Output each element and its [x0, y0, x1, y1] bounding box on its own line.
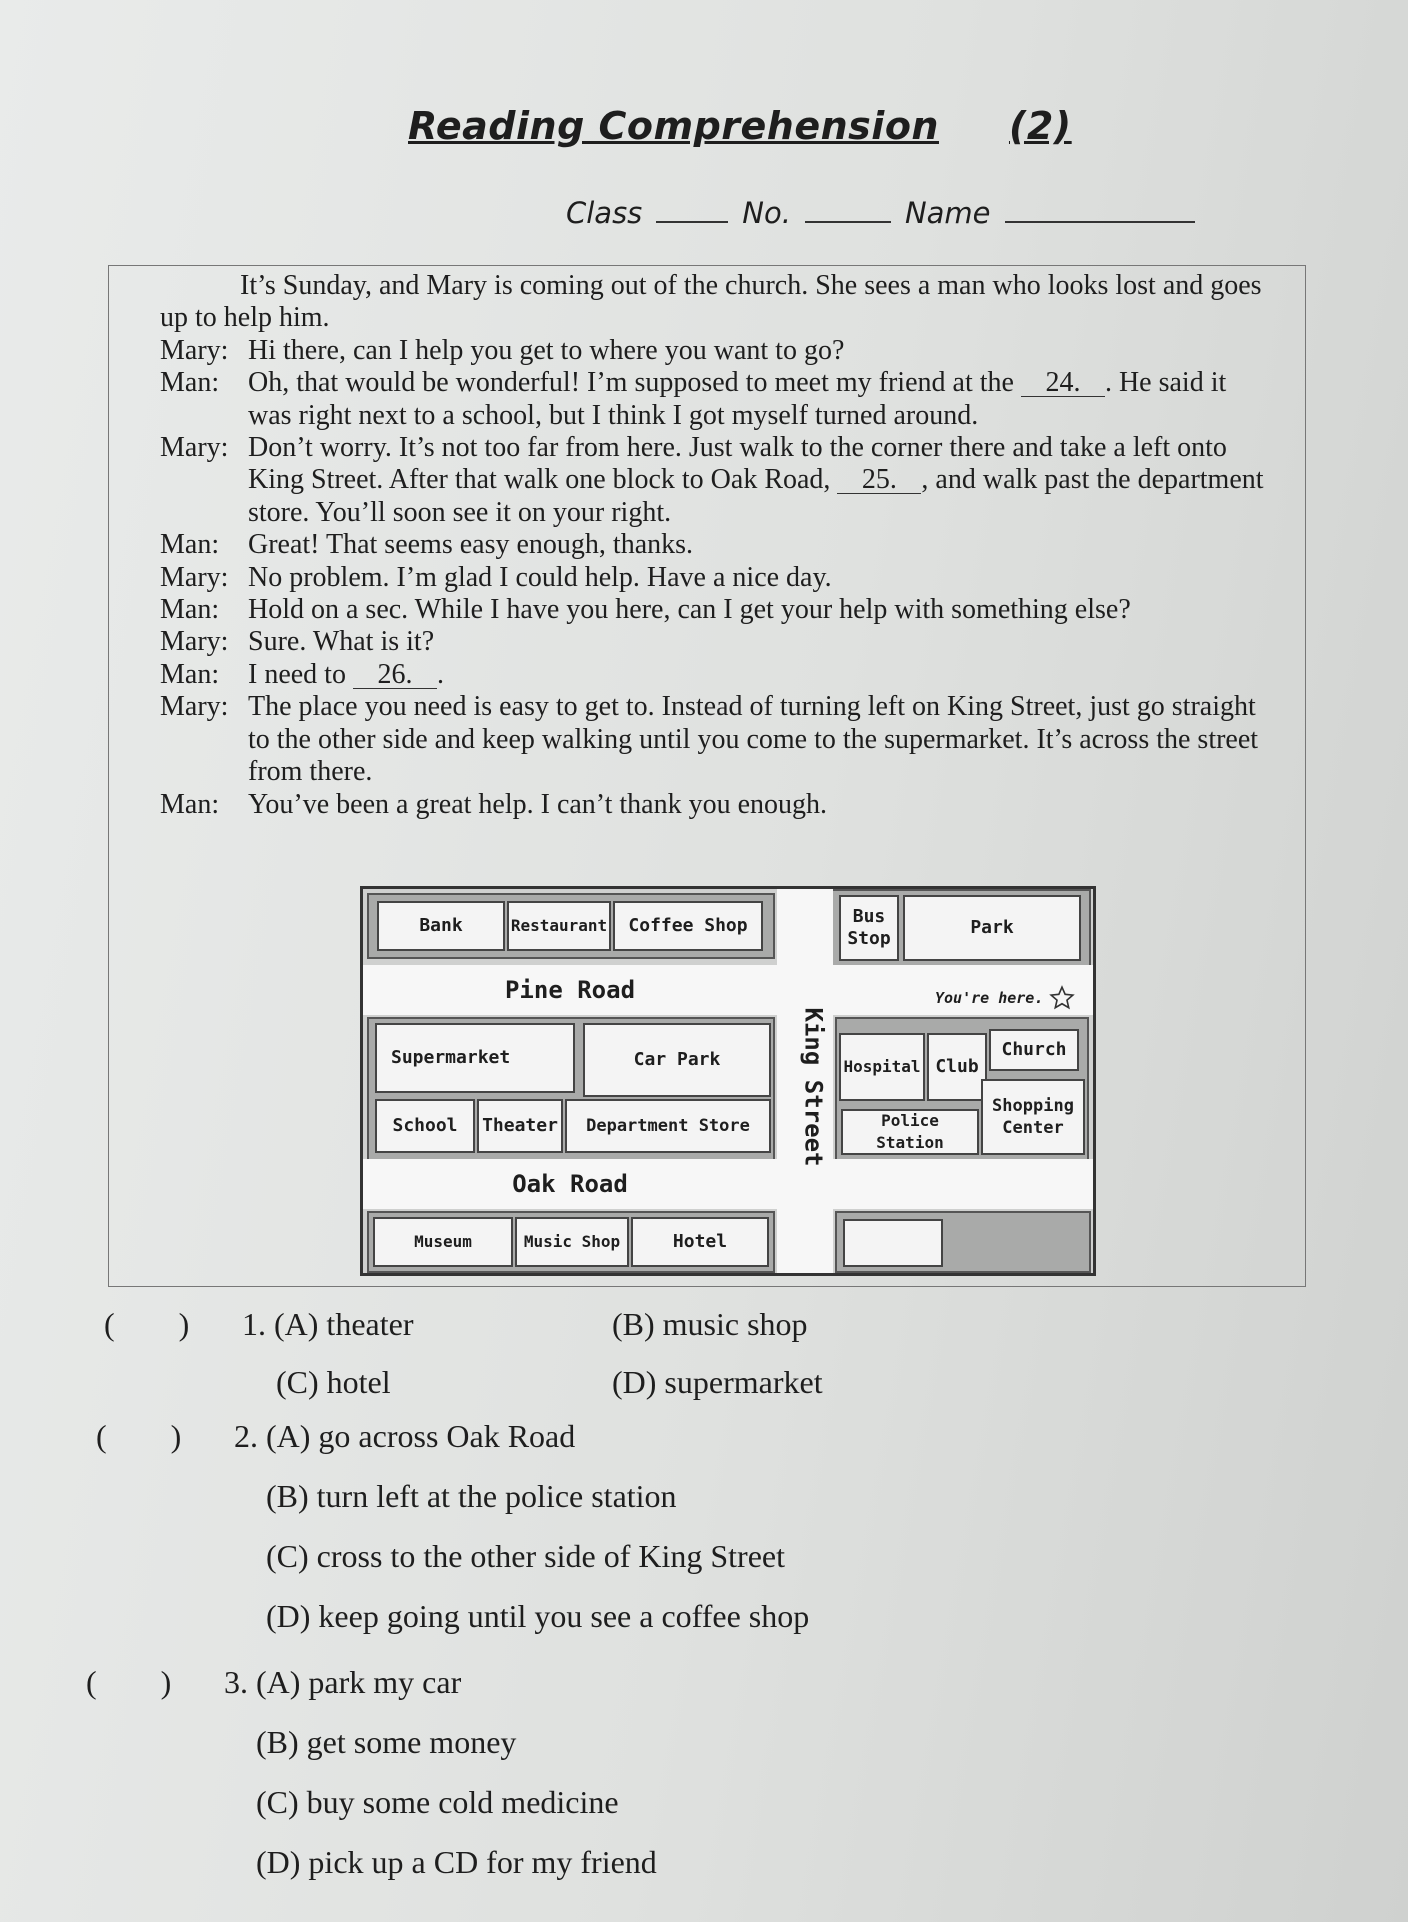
map-pine-road: Pine Road: [363, 965, 777, 1015]
question-option: (C) cross to the other side of King Street: [266, 1538, 785, 1574]
dialogue-line: [160, 691, 1270, 788]
question-option: (B) get some money: [256, 1724, 517, 1760]
answer-blank[interactable]: 26.: [353, 662, 437, 689]
line-text-before: Hold on a sec. While I have you here, can I get your help with something else?: [248, 594, 1131, 626]
answer-blank[interactable]: 24.: [1021, 370, 1105, 397]
dialogue: [160, 335, 1270, 821]
line-text: [248, 562, 1270, 594]
question-option: (B) turn left at the police station: [266, 1478, 677, 1514]
dialogue-line: [160, 562, 1270, 594]
dialogue-line: [160, 335, 1270, 367]
class-blank[interactable]: [656, 217, 728, 223]
map-police-station: Police Station: [841, 1109, 979, 1155]
speaker-label: Mary:: [160, 626, 229, 658]
line-text: [248, 335, 1270, 367]
map-church: Church: [989, 1029, 1079, 1071]
line-text-before: Oh, that would be wonderful! I’m supposed to meet my friend at the: [248, 367, 1014, 399]
question-option: (D) pick up a CD for my friend: [256, 1844, 657, 1880]
question-option: (D) keep going until you see a coffee shop: [266, 1598, 810, 1634]
map-car-park: Car Park: [583, 1023, 771, 1097]
star-icon: [1049, 985, 1075, 1011]
map-hotel: Hotel: [631, 1217, 769, 1267]
map-unlabeled-building: [843, 1219, 943, 1267]
bus-stop-line1: Bus: [852, 906, 886, 927]
map-bus-stop: [839, 895, 899, 961]
oak-road-right-segment: [833, 1159, 1093, 1209]
question-option: (D) supermarket: [612, 1364, 823, 1400]
line-text-after: . He said it was right next to a school, but I think I got myself turned around.: [248, 367, 1227, 431]
student-info: [566, 196, 1195, 230]
line-text: [248, 626, 1270, 658]
line-text-before: Hi there, can I help you get to where you want to go?: [248, 334, 845, 366]
speaker-label: Mary:: [160, 691, 229, 723]
name-blank[interactable]: [1005, 217, 1195, 223]
speaker-label: Mary:: [160, 432, 229, 464]
map-music-shop: Music Shop: [515, 1217, 629, 1267]
dialogue-line: [160, 529, 1270, 561]
map-park: Park: [903, 895, 1081, 961]
map-museum: Museum: [373, 1217, 513, 1267]
speaker-label: Mary:: [160, 334, 229, 366]
line-text-before: The place you need is easy to get to. Instead of turning left on King Street, just go straight to the other side and keep walking until you come to the supermarket. It’s across the street from there.: [248, 691, 1259, 788]
speaker-label: Man:: [160, 594, 220, 626]
line-text-before: You’ve been a great help. I can’t thank you enough.: [248, 788, 828, 820]
question-option: (C) buy some cold medicine: [256, 1784, 619, 1820]
answer-parentheses[interactable]: ( ): [96, 1418, 182, 1454]
line-text-before: I need to: [248, 658, 346, 690]
speaker-label: Man:: [160, 788, 220, 820]
map-hospital: Hospital: [839, 1033, 925, 1101]
question-option: (C) hotel: [276, 1364, 391, 1400]
line-text: [248, 432, 1270, 529]
class-label: Class: [566, 196, 643, 230]
no-label: No.: [742, 196, 791, 230]
question-stem: 1. (A) theater: [242, 1306, 414, 1342]
you-are-here-marker: [935, 985, 1075, 1011]
line-text: [248, 691, 1270, 788]
line-text: [248, 529, 1270, 561]
you-are-here-text: You're here.: [935, 989, 1044, 1007]
line-text: [248, 594, 1270, 626]
line-text: [248, 367, 1270, 432]
page-title: [408, 104, 1072, 148]
dialogue-line: [160, 626, 1270, 658]
answer-blank[interactable]: 25.: [837, 467, 921, 494]
speaker-label: Man:: [160, 658, 220, 690]
answer-parentheses[interactable]: ( ): [86, 1664, 172, 1700]
name-label: Name: [904, 196, 991, 230]
line-text: [248, 789, 1270, 821]
map-school: School: [375, 1099, 475, 1153]
line-text-after: .: [436, 658, 444, 690]
speaker-label: Man:: [160, 367, 220, 399]
bus-stop-line2: Stop: [847, 928, 891, 949]
dialogue-line: [160, 594, 1270, 626]
map-coffee-shop: Coffee Shop: [613, 901, 763, 951]
title-number: (2): [1008, 104, 1072, 148]
map-theater: Theater: [477, 1099, 563, 1153]
map-king-street: [793, 1007, 833, 1167]
line-text-after: , and walk past the department store. You’ll soon see it on your right.: [248, 464, 1264, 528]
line-text-before: Great! That seems easy enough, thanks.: [248, 529, 694, 561]
line-text-before: Sure. What is it?: [248, 626, 435, 658]
question-stem: 3. (A) park my car: [224, 1664, 462, 1700]
line-text: [248, 659, 1270, 691]
map-bank: Bank: [377, 901, 505, 951]
passage-intro: It’s Sunday, and Mary is coming out of the church. She sees a man who looks lost and goes up to help him.: [160, 270, 1262, 334]
dialogue-line: [160, 789, 1270, 821]
shopping-center-line1: Shopping: [992, 1096, 1074, 1116]
street-map: [360, 886, 1096, 1276]
map-shopping-center: [981, 1079, 1085, 1155]
dialogue-line: [160, 659, 1270, 691]
passage: [160, 270, 1270, 821]
dialogue-line: [160, 432, 1270, 529]
map-restaurant: Restaurant: [507, 901, 611, 951]
map-club: Club: [927, 1033, 987, 1101]
question-option: (B) music shop: [612, 1306, 808, 1342]
shopping-center-line2: Center: [1002, 1118, 1064, 1138]
map-oak-road: Oak Road: [363, 1159, 777, 1209]
line-text-before: No problem. I’m glad I could help. Have a nice day.: [248, 561, 832, 593]
answer-parentheses[interactable]: ( ): [104, 1306, 190, 1342]
map-department-store: Department Store: [565, 1099, 771, 1153]
title-text: Reading Comprehension: [408, 104, 939, 148]
speaker-label: Mary:: [160, 561, 229, 593]
question-stem: 2. (A) go across Oak Road: [234, 1418, 576, 1454]
map-supermarket: Supermarket: [375, 1023, 575, 1093]
speaker-label: Man:: [160, 529, 220, 561]
line-text-before: Don’t worry. It’s not too far from here. Just walk to the corner there and take a left onto King Street. After that walk one block to Oak Road,: [248, 432, 1227, 496]
king-street-text: King Street: [799, 1007, 828, 1167]
dialogue-line: [160, 367, 1270, 432]
no-blank[interactable]: [805, 217, 891, 223]
